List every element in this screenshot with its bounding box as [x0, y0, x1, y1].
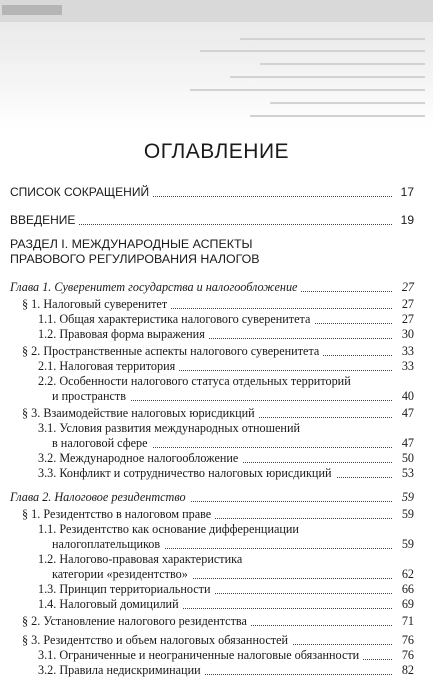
section-heading: РАЗДЕЛ I. МЕЖДУНАРОДНЫЕ АСПЕКТЫ ПРАВОВОГО РЕГУЛИРОВАНИЯ НАЛОГОВ: [10, 237, 260, 266]
toc-entry[interactable]: 3.2. Международное налогообложение 50: [38, 451, 414, 465]
toc-entry[interactable]: в налоговой сфере 47: [52, 436, 414, 450]
toc-entry[interactable]: 1.2. Правовая форма выражения 30: [38, 327, 414, 341]
toc-entry-line[interactable]: 1.2. Налогово-правовая характеристика: [38, 552, 243, 566]
toc-entry-introduction[interactable]: ВВЕДЕНИЕ 19: [10, 213, 414, 227]
toc-entry[interactable]: категории «резидентство» 62: [52, 567, 414, 581]
toc-entry[interactable]: 3.1. Ограниченные и неограниченные налоговые обязанности 76: [38, 648, 414, 662]
page-title: ОГЛАВЛЕНИЕ: [143, 140, 290, 163]
toc-entry-chapter-2[interactable]: Глава 2. Налоговое резидентство 59: [10, 490, 414, 504]
toc-entry[interactable]: § 3. Взаимодействие налоговых юрисдикций 47: [22, 406, 414, 420]
toc-entry[interactable]: и пространств 40: [52, 389, 414, 403]
toc-entry-line[interactable]: 2.2. Особенности налогового статуса отдельных территорий: [38, 374, 351, 388]
toc-entry-line[interactable]: 3.1. Условия развития международных отношений: [38, 421, 300, 435]
toc-entry[interactable]: 3.2. Правила недискриминации 82: [38, 663, 414, 677]
toc-entry[interactable]: налогоплательщиков 59: [52, 537, 414, 551]
toc-entry[interactable]: 3.3. Конфликт и сотрудничество налоговых юрисдикций 53: [38, 466, 414, 480]
toc-entry[interactable]: 2.1. Налоговая территория 33: [38, 359, 414, 373]
toc-entry[interactable]: 1.4. Налоговый домицилий 69: [38, 597, 414, 611]
toc-entry[interactable]: § 1. Налоговый суверенитет 27: [22, 297, 414, 311]
toc-entry[interactable]: 1.3. Принцип территориальности 66: [38, 582, 414, 596]
toc-entry[interactable]: § 1. Резидентство в налоговом праве 59: [22, 507, 414, 521]
toc-entry-abbreviations[interactable]: СПИСОК СОКРАЩЕНИЙ 17: [10, 185, 414, 199]
toc-entry[interactable]: § 2. Установление налогового резидентства 71: [22, 614, 414, 628]
toc-entry[interactable]: § 2. Пространственные аспекты налогового суверенитета 33: [22, 344, 414, 358]
toc-entry[interactable]: § 3. Резидентство и объем налоговых обязанностей 76: [22, 633, 414, 647]
toc-entry[interactable]: 1.1. Общая характеристика налогового суверенитета 27: [38, 312, 414, 326]
toc-entry-line[interactable]: 1.1. Резидентство как основание дифференциации: [38, 522, 299, 536]
toc-entry-chapter-1[interactable]: Глава 1. Суверенитет государства и налогообложение 27: [10, 280, 414, 294]
